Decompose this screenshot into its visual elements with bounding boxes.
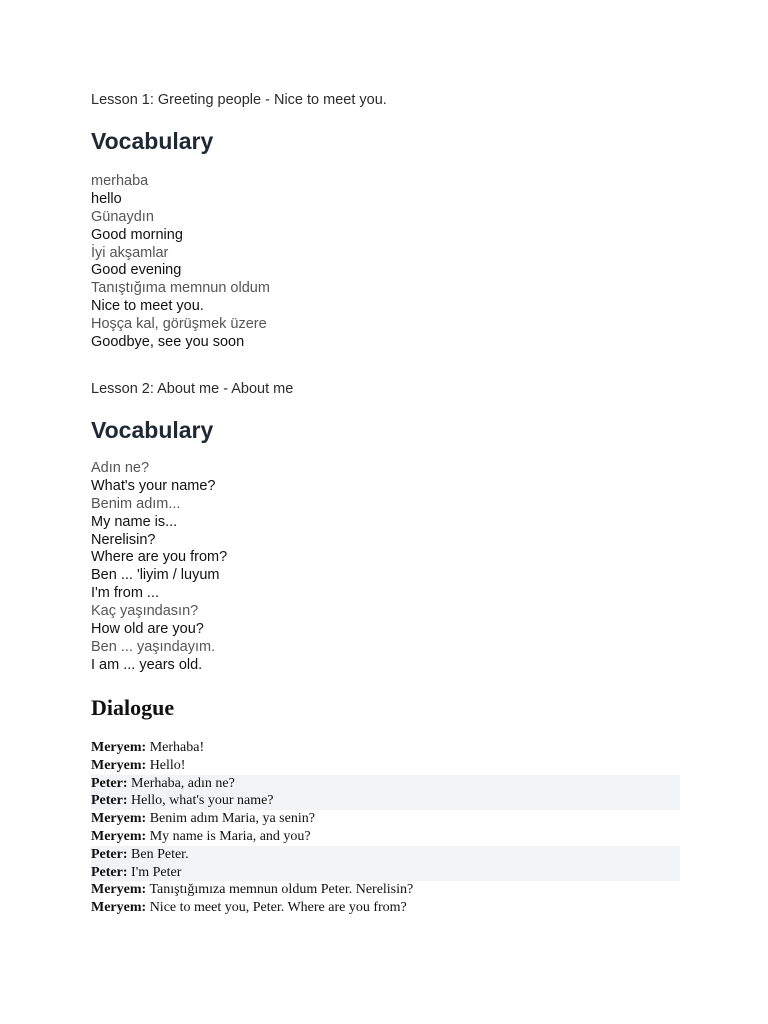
dialogue-line xyxy=(91,881,680,899)
vocabulary-item: Ben ... yaşındayım. xyxy=(91,638,216,655)
vocabulary-item: İyi akşamlar xyxy=(91,244,169,261)
vocabulary-item: Hoşça kal, görüşmek üzere xyxy=(91,316,267,333)
dialogue-speaker: Peter: xyxy=(91,864,128,880)
dialogue-text: My name is Maria, and you? xyxy=(149,828,311,844)
vocabulary-item: Adın ne? xyxy=(91,460,150,476)
dialogue-line xyxy=(91,899,680,917)
vocabulary-item: merhaba xyxy=(91,173,149,189)
vocabulary-item: I am ... years old. xyxy=(91,656,203,673)
dialogue-speaker: Peter: xyxy=(91,775,128,791)
vocabulary-item: Nerelisin? xyxy=(91,531,156,548)
dialogue-speaker: Meryem: xyxy=(91,811,147,827)
vocabulary-item: My name is... xyxy=(91,513,178,530)
lesson-2-title: Lesson 2: About me - About me xyxy=(91,381,294,397)
vocabulary-item: How old are you? xyxy=(91,621,204,638)
vocabulary-item: What's your name? xyxy=(91,477,216,494)
dialogue-text: Hello! xyxy=(149,757,186,773)
dialogue-text: Merhaba! xyxy=(149,740,205,755)
lesson-1-vocabulary-list xyxy=(91,173,270,352)
dialogue-speaker: Peter: xyxy=(91,846,128,862)
dialogue-speaker: Meryem: xyxy=(91,740,147,755)
vocabulary-item: Günaydın xyxy=(91,208,154,225)
vocabulary-item: Kaç yaşındasın? xyxy=(91,603,199,620)
dialogue-line xyxy=(91,739,680,757)
lesson-2-vocabulary-list xyxy=(91,460,227,675)
dialogue-text: Benim adım Maria, ya senin? xyxy=(149,811,315,827)
lesson-1-title: Lesson 1: Greeting people - Nice to meet you. xyxy=(91,92,387,108)
dialogue-list xyxy=(91,739,680,917)
dialogue-line xyxy=(91,846,680,864)
vocabulary-item: Where are you from? xyxy=(91,549,228,566)
dialogue-speaker: Meryem: xyxy=(91,882,147,898)
dialogue-text: Hello, what's your name? xyxy=(131,793,274,809)
vocabulary-item: hello xyxy=(91,190,122,207)
vocabulary-item: Goodbye, see you soon xyxy=(91,334,245,351)
dialogue-line xyxy=(91,810,680,828)
vocabulary-item: Good evening xyxy=(91,262,182,279)
vocabulary-item: Good morning xyxy=(91,226,183,243)
dialogue-line xyxy=(91,792,680,810)
dialogue-line xyxy=(91,864,680,882)
vocabulary-item: Benim adım... xyxy=(91,495,181,512)
dialogue-speaker: Meryem: xyxy=(91,900,147,916)
dialogue-heading: Dialogue xyxy=(91,695,175,720)
dialogue-line xyxy=(91,757,680,775)
dialogue-text: Tanıştığımıza memnun oldum Peter. Nerelisin? xyxy=(149,882,414,898)
vocabulary-item: Tanıştığıma memnun oldum xyxy=(91,280,270,297)
dialogue-text: I'm Peter xyxy=(131,864,182,880)
dialogue-speaker: Meryem: xyxy=(91,828,147,844)
vocabulary-item: Nice to meet you. xyxy=(91,298,204,315)
dialogue-text: Ben Peter. xyxy=(131,846,189,862)
vocabulary-item: Ben ... 'liyim / luyum xyxy=(91,567,220,584)
lesson-2-vocabulary-heading: Vocabulary xyxy=(91,417,214,443)
dialogue-speaker: Peter: xyxy=(91,793,128,809)
dialogue-line xyxy=(91,775,680,793)
dialogue-text: Nice to meet you, Peter. Where are you from? xyxy=(149,900,407,916)
vocabulary-item: I'm from ... xyxy=(91,585,160,602)
lesson-1-vocabulary-heading: Vocabulary xyxy=(91,128,214,154)
dialogue-text: Merhaba, adın ne? xyxy=(131,775,235,791)
dialogue-speaker: Meryem: xyxy=(91,757,147,773)
dialogue-line xyxy=(91,828,680,846)
